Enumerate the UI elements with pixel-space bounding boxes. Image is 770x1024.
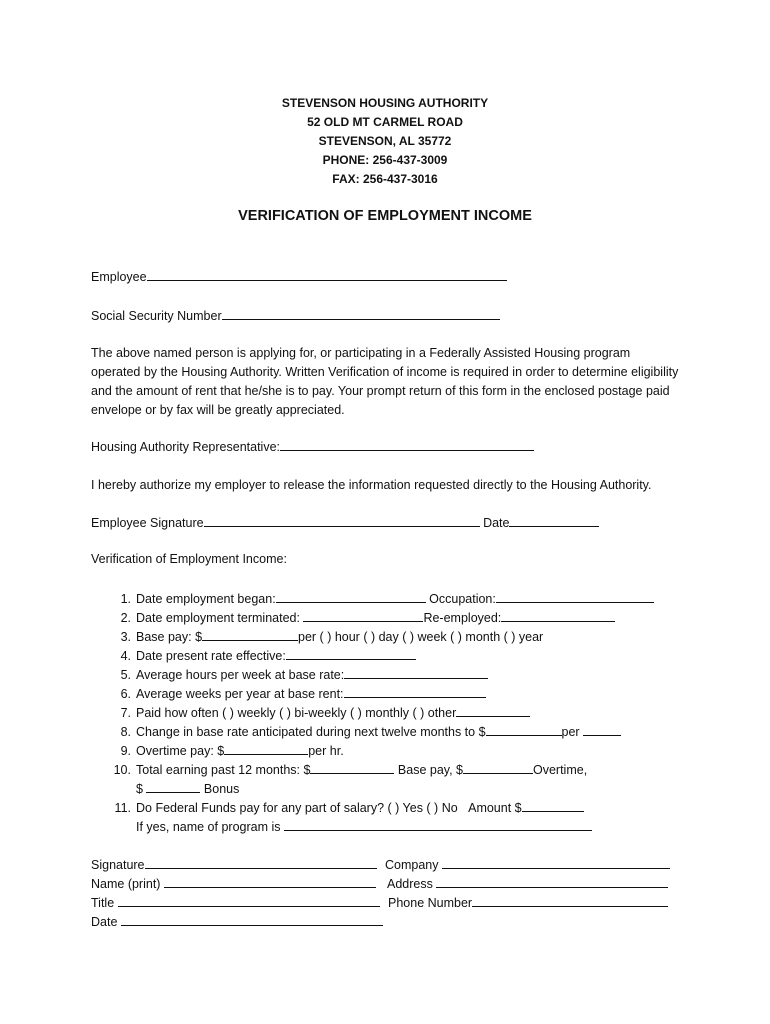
- overtime-pay-blank[interactable]: [224, 742, 308, 755]
- employee-signature-label: Employee Signature: [91, 516, 204, 530]
- verification-list: [109, 590, 709, 837]
- list-item: [109, 742, 709, 761]
- signature-label: Signature: [91, 858, 145, 872]
- item-number: 6.: [120, 687, 131, 701]
- list-item: [109, 818, 709, 837]
- employee-blank[interactable]: [147, 268, 507, 281]
- org-name: STEVENSON HOUSING AUTHORITY: [281, 96, 489, 110]
- item-number: 11.: [114, 801, 131, 815]
- item-label: per hr.: [308, 744, 344, 758]
- ssn-blank[interactable]: [222, 307, 500, 320]
- item-label: Base pay: $: [136, 630, 203, 644]
- employee-signature-row: [91, 514, 599, 530]
- rep-row: [91, 438, 534, 454]
- item-number: 9.: [120, 744, 131, 758]
- authorize-paragraph: I hereby authorize my employer to release the information requested directly to the Housing Authority.: [91, 478, 652, 492]
- letterhead: [0, 94, 770, 189]
- bonus-blank[interactable]: [146, 780, 200, 793]
- title-blank[interactable]: [118, 894, 380, 907]
- item-label: Paid how often ( ) weekly ( ) bi-weekly ( ) monthly ( ) other: [136, 706, 457, 720]
- company-row: [385, 856, 670, 872]
- list-item: [109, 685, 709, 704]
- employee-label: Employee: [91, 270, 147, 284]
- base-pay-blank[interactable]: [202, 628, 298, 641]
- list-item: [109, 647, 709, 666]
- paid-other-blank[interactable]: [456, 704, 530, 717]
- item-label: Base pay, $: [397, 763, 463, 777]
- item-label: Average weeks per year at base rent:: [136, 687, 344, 701]
- org-street: 52 OLD MT CARMEL ROAD: [307, 115, 463, 129]
- total-earning-blank[interactable]: [310, 761, 394, 774]
- new-rate-blank[interactable]: [486, 723, 562, 736]
- list-item: [109, 723, 709, 742]
- org-fax: FAX: 256-437-3016: [332, 172, 438, 186]
- federal-amount-blank[interactable]: [522, 799, 584, 812]
- item-label: Overtime pay: $: [136, 744, 225, 758]
- avg-weeks-blank[interactable]: [344, 685, 486, 698]
- item-label: Bonus: [203, 782, 240, 796]
- item-number: 7.: [120, 706, 131, 720]
- employee-signature-blank[interactable]: [204, 514, 480, 527]
- address-row: [387, 875, 668, 891]
- list-item: [109, 704, 709, 723]
- list-item: [109, 761, 709, 780]
- org-phone: PHONE: 256-437-3009: [322, 153, 448, 167]
- employment-began-blank[interactable]: [276, 590, 426, 603]
- phone-number-blank[interactable]: [472, 894, 668, 907]
- item-label: Overtime,: [533, 763, 588, 777]
- date-blank[interactable]: [509, 514, 599, 527]
- employee-row: [91, 268, 507, 284]
- list-item: [109, 590, 709, 609]
- list-item: [109, 666, 709, 685]
- sig-date-label: Date: [91, 915, 118, 929]
- form-title: VERIFICATION OF EMPLOYMENT INCOME: [238, 208, 532, 224]
- item-label: per ( ) hour ( ) day ( ) week ( ) month ( ) year: [298, 630, 544, 644]
- item-number: 8.: [120, 725, 131, 739]
- item-label: Amount $: [468, 801, 522, 815]
- base-pay-total-blank[interactable]: [463, 761, 533, 774]
- phone-number-row: [388, 894, 668, 910]
- item-number: 3.: [120, 630, 131, 644]
- item-label: Average hours per week at base rate:: [136, 668, 345, 682]
- item-label: Re-employed:: [423, 611, 502, 625]
- verification-heading: Verification of Employment Income:: [91, 552, 287, 566]
- item-label: per: [561, 725, 580, 739]
- item-label: Change in base rate anticipated during next twelve months to $: [136, 725, 486, 739]
- program-name-blank[interactable]: [284, 818, 592, 831]
- list-item: [109, 628, 709, 647]
- signature-row: [91, 856, 377, 872]
- rep-label: Housing Authority Representative:: [91, 440, 280, 454]
- ssn-label: Social Security Number: [91, 309, 222, 323]
- item-label: Occupation:: [429, 592, 496, 606]
- employment-terminated-blank[interactable]: [303, 609, 423, 622]
- company-label: Company: [385, 858, 439, 872]
- item-label: Date employment began:: [136, 592, 276, 606]
- signature-blank[interactable]: [145, 856, 377, 869]
- phone-number-label: Phone Number: [388, 896, 473, 910]
- item-number: 5.: [120, 668, 131, 682]
- item-number: 10.: [113, 763, 131, 777]
- new-rate-per-blank[interactable]: [583, 723, 621, 736]
- name-print-blank[interactable]: [164, 875, 376, 888]
- list-item: [109, 780, 709, 799]
- re-employed-blank[interactable]: [501, 609, 615, 622]
- item-label: Date employment terminated:: [136, 611, 300, 625]
- item-label: Total earning past 12 months: $: [136, 763, 311, 777]
- date-row: [91, 913, 383, 929]
- date-label: Date: [483, 516, 510, 530]
- address-label: Address: [387, 877, 433, 891]
- item-number: 4.: [120, 649, 131, 663]
- address-blank[interactable]: [436, 875, 668, 888]
- item-label: Do Federal Funds pay for any part of salary? ( ) Yes ( ) No: [136, 801, 458, 815]
- ssn-row: [91, 307, 500, 323]
- occupation-blank[interactable]: [496, 590, 654, 603]
- intro-paragraph: The above named person is applying for, or participating in a Federally Assisted Housing program operated by the Housing Authority. Written Verification of income is required in order to determine eligibility and the amount of rent that he/she is to pay. Your prompt return of this form in the enclosed postage paid envelope or by fax will be greatly appreciated.: [91, 346, 679, 417]
- item-number: 1.: [120, 592, 131, 606]
- title-label: Title: [91, 896, 115, 910]
- item-label: $: [136, 782, 143, 796]
- list-item: [109, 609, 709, 628]
- company-blank[interactable]: [442, 856, 670, 869]
- sig-date-blank[interactable]: [121, 913, 383, 926]
- rate-effective-blank[interactable]: [286, 647, 416, 660]
- name-print-label: Name (print): [91, 877, 161, 891]
- item-number: 2.: [120, 611, 131, 625]
- avg-hours-blank[interactable]: [344, 666, 488, 679]
- rep-blank[interactable]: [280, 438, 534, 451]
- org-city: STEVENSON, AL 35772: [318, 134, 452, 148]
- name-print-row: [91, 875, 376, 891]
- item-label: Date present rate effective:: [136, 649, 286, 663]
- item-label: If yes, name of program is: [136, 820, 281, 834]
- list-item: [109, 799, 709, 818]
- title-row: [91, 894, 380, 910]
